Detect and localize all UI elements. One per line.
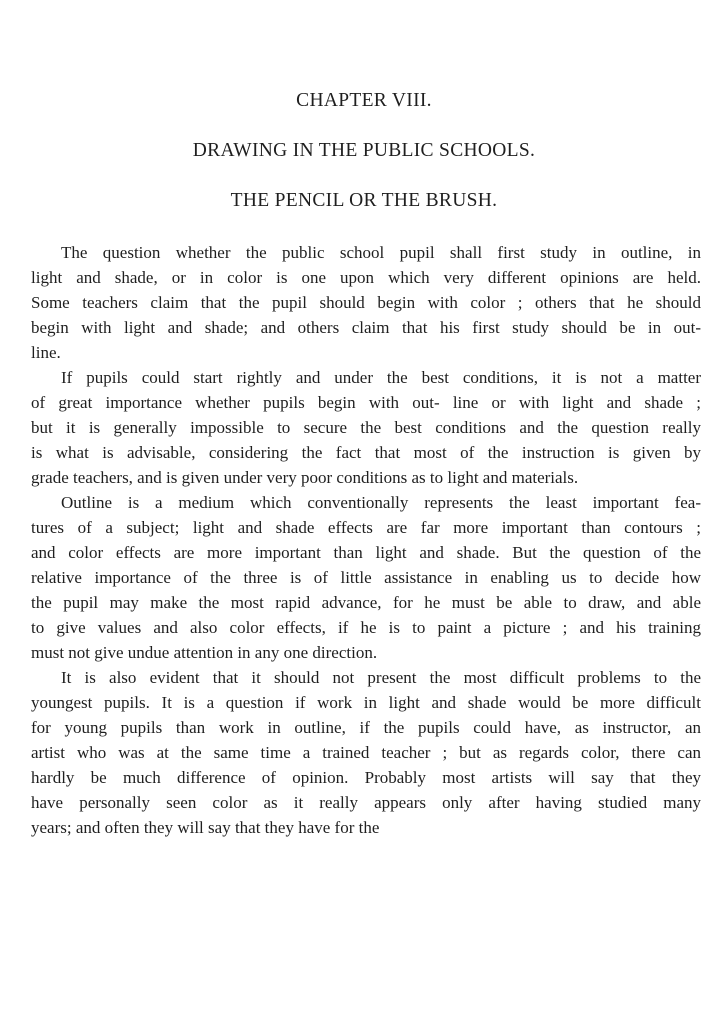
text-line: for young pupils than work in outline, if the pupils could have, as instructor, an bbox=[31, 718, 701, 737]
section-heading: DRAWING IN THE PUBLIC SCHOOLS. bbox=[192, 140, 536, 161]
chapter-heading: CHAPTER VIII. bbox=[296, 90, 432, 111]
text-line: to give values and also color effects, if he is to paint a picture ; and his training bbox=[31, 618, 701, 637]
text-line: line. bbox=[31, 343, 61, 362]
text-line: relative importance of the three is of little assistance in enabling us to decide how bbox=[31, 568, 701, 587]
text-line: Outline is a medium which conventionally represents the least important fea- bbox=[61, 493, 701, 512]
text-line: It is also evident that it should not present the most difficult problems to the bbox=[61, 668, 701, 687]
paragraph bbox=[31, 490, 701, 665]
text-line: must not give undue attention in any one direction. bbox=[31, 643, 378, 662]
text-line: grade teachers, and is given under very poor conditions as to light and materials. bbox=[31, 468, 579, 487]
text-line: is what is advisable, considering the fact that most of the instruction is given by bbox=[31, 443, 701, 462]
body-text bbox=[31, 240, 701, 840]
subsection-heading: THE PENCIL OR THE BRUSH. bbox=[230, 190, 498, 211]
text-line: years; and often they will say that they have for the bbox=[31, 818, 380, 837]
text-line: If pupils could start rightly and under the best conditions, it is not a matter bbox=[61, 368, 701, 387]
text-line: tures of a subject; light and shade effects are far more important than contours ; bbox=[31, 518, 701, 537]
text-line: of great importance whether pupils begin with out- line or with light and shade ; bbox=[31, 393, 701, 412]
text-line: youngest pupils. It is a question if work in light and shade would be more difficult bbox=[31, 693, 701, 712]
text-line: artist who was at the same time a trained teacher ; but as regards color, there can bbox=[31, 743, 701, 762]
text-line: the pupil may make the most rapid advance, for he must be able to draw, and able bbox=[31, 593, 701, 612]
text-line: and color effects are more important than light and shade. But the question of the bbox=[31, 543, 701, 562]
paragraph bbox=[31, 665, 701, 840]
text-line: Some teachers claim that the pupil should begin with color ; others that he should bbox=[31, 293, 701, 312]
text-line: but it is generally impossible to secure the best conditions and the question really bbox=[31, 418, 701, 437]
paragraph bbox=[31, 365, 701, 490]
text-line: begin with light and shade; and others claim that his first study should be in out- bbox=[31, 318, 701, 337]
text-line: The question whether the public school pupil shall first study in outline, in bbox=[61, 243, 701, 262]
text-line: hardly be much difference of opinion. Probably most artists will say that they bbox=[31, 768, 701, 787]
text-line: have personally seen color as it really appears only after having studied many bbox=[31, 793, 701, 812]
text-line: light and shade, or in color is one upon which very different opinions are held. bbox=[31, 268, 701, 287]
paragraph bbox=[31, 240, 701, 365]
